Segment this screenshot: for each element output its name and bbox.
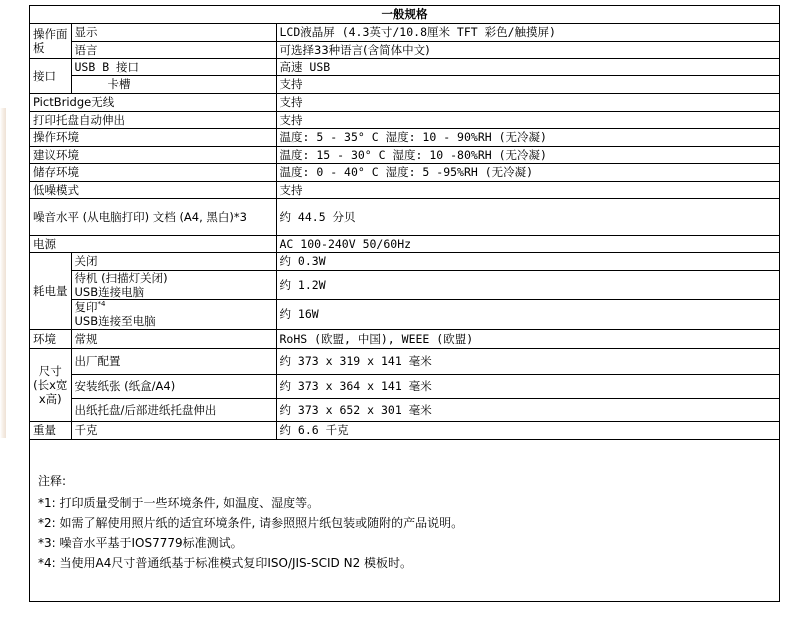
table-row bbox=[30, 299, 779, 329]
row-label-standby bbox=[71, 270, 276, 299]
copy-line-1 bbox=[75, 300, 273, 314]
table-row bbox=[30, 111, 779, 128]
row-value-factory: 约 373 x 319 x 141 毫米 bbox=[276, 348, 779, 374]
row-label-consumption: 耗电量 bbox=[30, 252, 71, 329]
note-item: *3: 噪音水平基于IOS7779标准测试。 bbox=[38, 536, 243, 550]
notes-heading: 注释: bbox=[38, 474, 67, 488]
note-item: *2: 如需了解使用照片纸的适宜环境条件, 请参照照片纸包装或随附的产品说明。 bbox=[38, 516, 464, 530]
row-value-language: 可选择33种语言(含简体中文) bbox=[276, 41, 779, 58]
row-label-noise: 噪音水平 (从电脑打印) 文档 (A4, 黑白)*3 bbox=[30, 198, 276, 235]
row-label-dimensions: 尺寸(长x宽x高) bbox=[30, 348, 71, 421]
table-row bbox=[30, 146, 779, 163]
table-row bbox=[30, 23, 779, 41]
row-value-quiet: 支持 bbox=[276, 181, 779, 198]
table-row bbox=[30, 421, 779, 439]
row-label-usb: USB B 接口 bbox=[71, 58, 276, 75]
row-value-pictbridge: 支持 bbox=[276, 93, 779, 111]
table-row bbox=[30, 58, 779, 75]
table-row bbox=[30, 163, 779, 181]
row-value-off: 约 0.3W bbox=[276, 252, 779, 270]
table-row bbox=[30, 398, 779, 421]
table-row bbox=[30, 374, 779, 398]
table-row bbox=[30, 6, 779, 23]
row-value-power: AC 100-240V 50/60Hz bbox=[276, 235, 779, 252]
row-value-noise: 约 44.5 分贝 bbox=[276, 198, 779, 235]
row-label-paper: 安装纸张 (纸盒/A4) bbox=[71, 374, 276, 398]
note-item: *4: 当使用A4尺寸普通纸基于标准模式复印ISO/JIS-SCID N2 模板时。 bbox=[38, 556, 413, 570]
row-value-regulation: RoHS (欧盟, 中国), WEEE (欧盟) bbox=[276, 329, 779, 348]
table-row bbox=[30, 41, 779, 58]
table-row bbox=[30, 348, 779, 374]
table-row bbox=[30, 93, 779, 111]
note-item: *1: 打印质量受制于一些环境条件, 如温度、湿度等。 bbox=[38, 496, 320, 510]
table-row bbox=[30, 75, 779, 93]
row-value-tray: 支持 bbox=[276, 111, 779, 128]
row-label-store-env: 储存环境 bbox=[30, 163, 276, 181]
row-label-card: 卡槽 bbox=[71, 75, 276, 93]
copy-line-2: USB连接至电脑 bbox=[74, 314, 156, 328]
standby-line-2: USB连接电脑 bbox=[74, 284, 145, 299]
copy-footnote-mark: *4 bbox=[97, 300, 106, 309]
row-label-display: 显示 bbox=[71, 23, 276, 41]
standby-line-1: 待机 (扫描灯关闭) bbox=[74, 270, 168, 285]
row-value-rec-env: 温度: 15 - 30° C 湿度: 10 -80%RH (无冷凝) bbox=[276, 146, 779, 163]
row-label-environment: 环境 bbox=[30, 329, 71, 348]
row-value-usb: 高速 USB bbox=[276, 58, 779, 75]
table-row bbox=[30, 329, 779, 348]
table-row bbox=[30, 252, 779, 270]
row-label-off: 关闭 bbox=[71, 252, 276, 270]
row-value-weight: 约 6.6 千克 bbox=[276, 421, 779, 439]
row-value-standby: 约 1.2W bbox=[276, 270, 779, 299]
row-label-factory: 出厂配置 bbox=[71, 348, 276, 374]
row-value-op-env: 温度: 5 - 35° C 湿度: 10 - 90%RH (无冷凝) bbox=[276, 128, 779, 146]
row-value-copy: 约 16W bbox=[276, 299, 779, 329]
row-label-rec-env: 建议环境 bbox=[30, 146, 276, 163]
row-value-paper: 约 373 x 364 x 141 毫米 bbox=[276, 374, 779, 398]
row-label-op-env: 操作环境 bbox=[30, 128, 276, 146]
table-row bbox=[30, 198, 779, 235]
row-value-store-env: 温度: 0 - 40° C 湿度: 5 -95%RH (无冷凝) bbox=[276, 163, 779, 181]
row-value-card: 支持 bbox=[276, 75, 779, 93]
row-label-weight-unit: 千克 bbox=[71, 421, 276, 439]
row-label-power: 电源 bbox=[30, 235, 276, 252]
left-edge-shadow bbox=[0, 108, 6, 438]
row-value-display: LCD液晶屏 (4.3英寸/10.8厘米 TFT 彩色/触摸屏) bbox=[276, 23, 779, 41]
row-label-tray: 打印托盘自动伸出 bbox=[30, 111, 276, 128]
spec-sheet bbox=[29, 5, 780, 602]
notes-section bbox=[38, 471, 768, 573]
table-row bbox=[30, 128, 779, 146]
row-label-interface: 接口 bbox=[30, 58, 71, 93]
row-label-weight: 重量 bbox=[30, 421, 71, 439]
table-row bbox=[30, 181, 779, 198]
row-label-regulation: 常规 bbox=[71, 329, 276, 348]
row-value-trays-out: 约 373 x 652 x 301 毫米 bbox=[276, 398, 779, 421]
row-label-language: 语言 bbox=[71, 41, 276, 58]
row-label-pictbridge: PictBridge无线 bbox=[30, 93, 276, 111]
row-label-op-panel: 操作面板 bbox=[30, 23, 71, 58]
copy-label: 复印 bbox=[74, 300, 98, 314]
general-specs-table bbox=[30, 6, 779, 440]
table-row bbox=[30, 270, 779, 299]
table-row bbox=[30, 235, 779, 252]
row-label-quiet: 低噪模式 bbox=[30, 181, 276, 198]
row-label-copy bbox=[71, 299, 276, 329]
row-label-trays-out: 出纸托盘/后部进纸托盘伸出 bbox=[71, 398, 276, 421]
table-title: 一般规格 bbox=[30, 6, 779, 23]
